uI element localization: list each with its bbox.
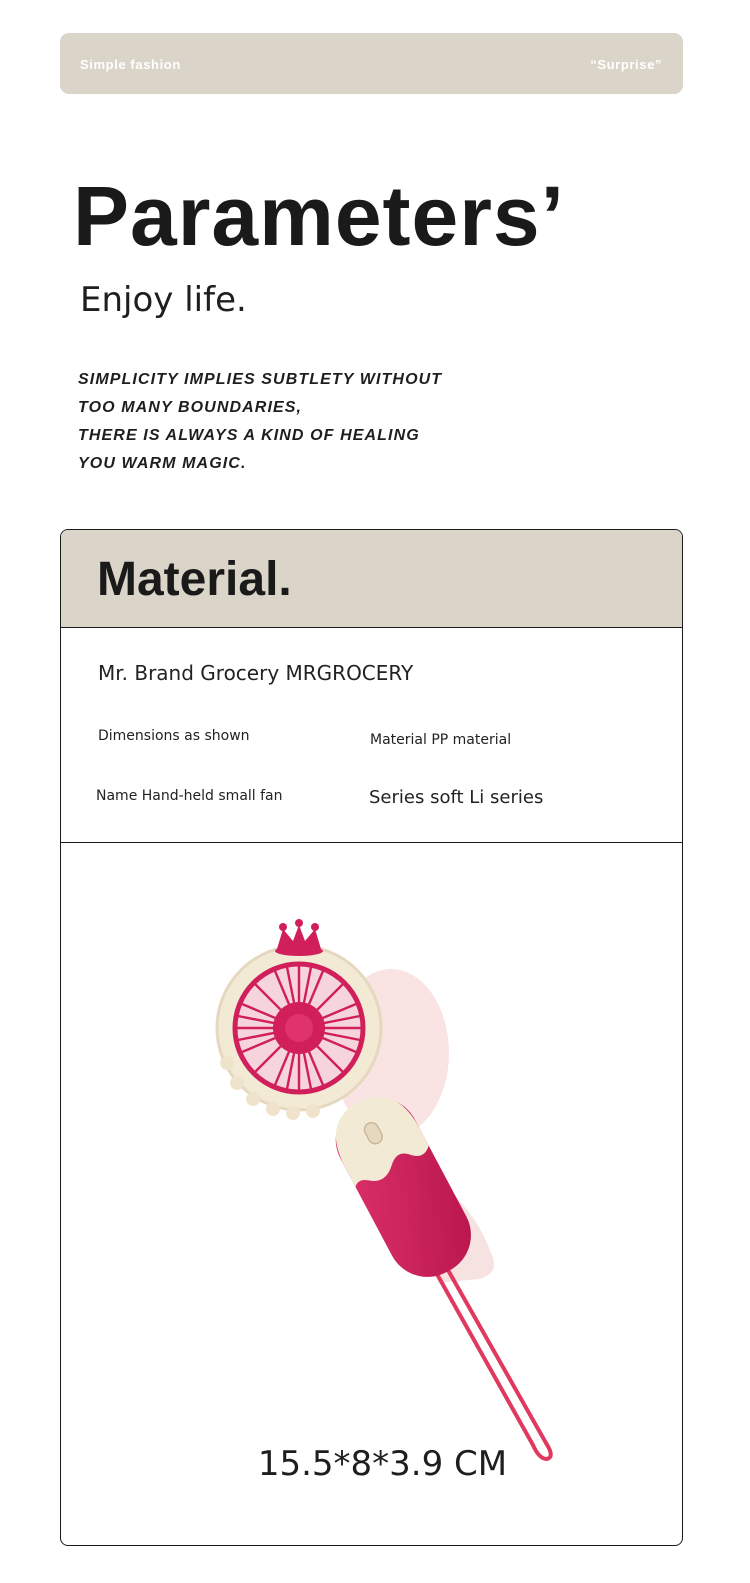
- material-card: [60, 529, 683, 1546]
- material-card-header: [61, 530, 682, 628]
- manifesto-line: SIMPLICITY IMPLIES SUBTLETY WITHOUT: [78, 371, 443, 388]
- spec-list: [61, 628, 682, 843]
- spec-material: Material PP material: [370, 732, 512, 748]
- spec-dimensions: Dimensions as shown: [98, 728, 250, 744]
- banner-left-text: Simple fashion: [80, 57, 181, 72]
- manifesto-line: THERE IS ALWAYS A KIND OF HEALING: [78, 427, 420, 444]
- spec-series: Series soft Li series: [369, 787, 544, 808]
- page-title: Parameters’: [73, 169, 565, 263]
- spec-name: Name Hand-held small fan: [96, 788, 283, 804]
- banner-right-text: “Surprise”: [590, 57, 662, 72]
- spec-brand: Mr. Brand Grocery MRGROCERY: [98, 661, 414, 685]
- material-heading: Material.: [97, 553, 292, 606]
- manifesto-text: [78, 366, 442, 478]
- product-size-label: 15.5*8*3.9 CM: [257, 1444, 508, 1484]
- product-image-area: [61, 843, 682, 1545]
- handheld-fan-image: [61, 843, 682, 1545]
- manifesto-line: YOU WARM MAGIC.: [78, 455, 247, 472]
- page-subtitle: Enjoy life.: [80, 280, 247, 320]
- manifesto-line: TOO MANY BOUNDARIES,: [78, 399, 303, 416]
- top-banner: [60, 33, 683, 94]
